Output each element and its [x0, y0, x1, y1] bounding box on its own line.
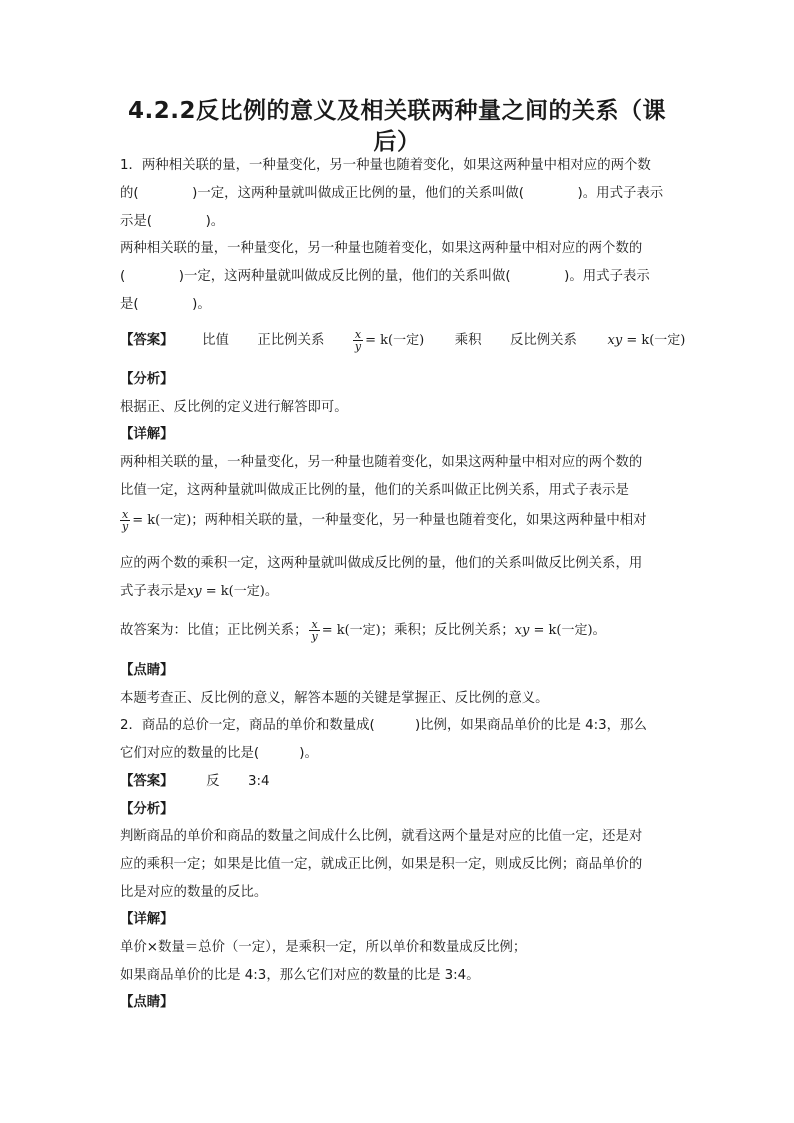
formula-xy: xy = k(一定): [186, 584, 265, 599]
q1-answer-row: [120, 327, 686, 354]
q1-line-6: 是( )。: [120, 297, 211, 312]
fraction-x-over-y: $\frac{x}{y}$: [311, 617, 318, 643]
q1-detail-2: 比值一定，这两种量就叫做成正比例的量，他们的关系叫做正比例关系，用式子表示是: [120, 483, 629, 498]
q1-line-5: ( )一定，这两种量就叫做成反比例的量，他们的关系叫做( )。用式子表示: [120, 269, 650, 284]
equals-k-const: = k(一定): [365, 333, 425, 348]
answer-2: 3:4: [248, 774, 270, 789]
q2-line-2: 它们对应的数量的比是( )。: [120, 746, 318, 761]
q2-answer-row: [120, 773, 680, 791]
q1-line-3: 示是( )。: [120, 214, 225, 229]
q1-detail-5: 式子表示是xy = k(一定)。: [120, 584, 279, 599]
q2-analysis-3: 比是对应的数量的反比。: [120, 885, 268, 900]
answer-3: 乘积: [454, 333, 482, 348]
answer-1: 反: [206, 774, 220, 789]
answer-1: 比值: [202, 333, 229, 348]
q2-detail-2: 如果商品单价的比是 4:3，那么它们对应的数量的比是 3:4。: [120, 968, 480, 983]
fraction-x-over-y: $\frac{x}{y}$: [354, 327, 362, 353]
q1-line-2: 的( )一定，这两种量就叫做成正比例的量，他们的关系叫做( )。用式子表示: [120, 186, 664, 201]
q2-line-1: 2．商品的总价一定，商品的单价和数量成( )比例，如果商品单价的比是 4:3，那么: [120, 718, 647, 733]
title-line-1: 4.2.2反比例的意义及相关联两种量之间的关系（课: [128, 98, 666, 124]
formula-xy: xy = k(一定): [514, 623, 593, 638]
q2-detail-1: 单价×数量＝总价（一定），是乘积一定，所以单价和数量成反比例；: [120, 940, 527, 955]
answer-label: 【答案】: [120, 774, 174, 789]
answer-2: 正比例关系: [257, 333, 325, 348]
q1-detail-1: 两种相关联的量，一种量变化，另一种量也随着变化，如果这两种量中相对应的两个数的: [120, 455, 643, 470]
q1-analysis-label: 【分析】: [120, 372, 174, 387]
page-title: [110, 96, 684, 158]
q1-final-answer: 故答案为：比值；正比例关系； $\frac{x}{y}$ = k(一定)；乘积；反比例关系；xy = k(一定)。: [120, 617, 606, 643]
answer-4: 反比例关系: [510, 333, 577, 348]
fraction-x-over-y: $\frac{x}{y}$: [122, 507, 129, 533]
q2-detail-label: 【详解】: [120, 912, 174, 927]
formula-xy: xy = k(一定): [607, 333, 686, 348]
q2-analysis-1: 判断商品的单价和商品的数量之间成什么比例，就看这两个量是对应的比值一定，还是对: [120, 829, 643, 844]
q1-line-1: 1．两种相关联的量，一种量变化，另一种量也随着变化，如果这两种量中相对应的两个数: [120, 158, 651, 173]
q1-analysis: 根据正、反比例的定义进行解答即可。: [120, 400, 348, 415]
q2-point-label: 【点睛】: [120, 995, 174, 1010]
q1-line-4: 两种相关联的量，一种量变化，另一种量也随着变化，如果这两种量中相对应的两个数的: [120, 241, 643, 256]
answer-label: 【答案】: [120, 333, 174, 348]
q2-analysis-2: 应的乘积一定；如果是比值一定，就成正比例，如果是积一定，则成反比例；商品单价的: [120, 857, 643, 872]
q1-detail-3: $\frac{x}{y}$ = k(一定)；两种相关联的量，一种量变化，另一种量也随着变化，如果这两种量中相对: [122, 507, 647, 533]
q1-detail-label: 【详解】: [120, 427, 174, 442]
q2-analysis-label: 【分析】: [120, 802, 174, 817]
q1-point: 本题考查正、反比例的意义，解答本题的关键是掌握正、反比例的意义。: [120, 691, 549, 706]
title-line-2: 后）: [373, 129, 421, 155]
q1-point-label: 【点睛】: [120, 663, 174, 678]
q1-detail-4: 应的两个数的乘积一定，这两种量就叫做成反比例的量，他们的关系叫做反比例关系，用: [120, 556, 643, 571]
